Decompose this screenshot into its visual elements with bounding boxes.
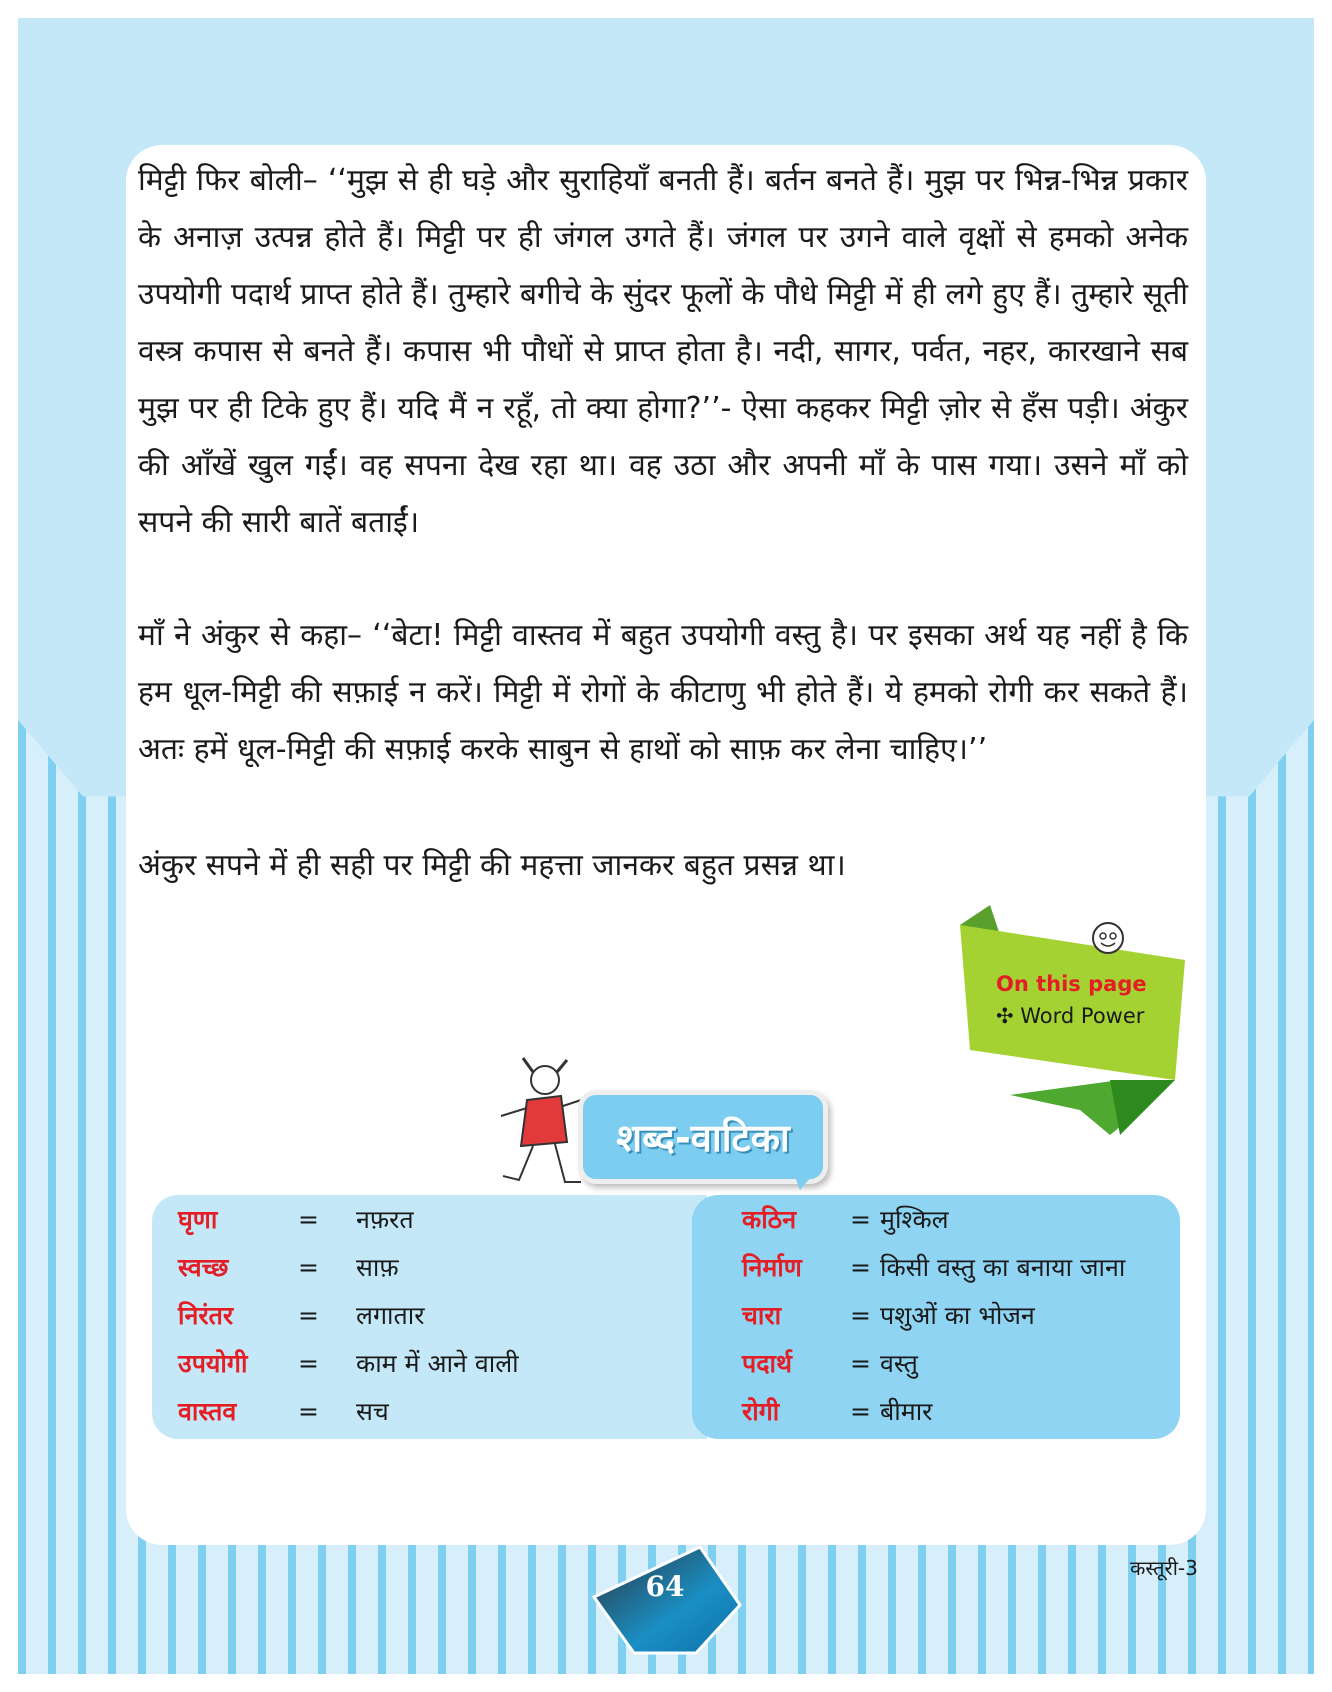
word-meaning: काम में आने वाली (356, 1349, 519, 1378)
word: उपयोगी (178, 1349, 248, 1378)
equals-sign: = (850, 1349, 871, 1378)
equals-sign: = (850, 1397, 871, 1426)
word: घृणा (178, 1205, 218, 1234)
equals-sign: = (298, 1397, 319, 1426)
word-meaning: लगातार (356, 1301, 425, 1330)
story-paragraph-1: मिट्टी फिर बोली– ‘‘मुझ से ही घड़े और सुराहियाँ बनती हैं। बर्तन बनते हैं। मुझ पर भिन्न-भिन्न प्रकार के अनाज़ उत्पन्न होते हैं। मिट्टी पर ही जंगल उगते हैं। जंगल पर उगने वाले वृक्षों से हमको अनेक उपयोगी पदार्थ प्राप्त होते हैं। तुम्हारे बगीचे के सुंदर फूलों के पौधे मिट्टी में ही लगे हुए हैं। तुम्हारे सूती वस्त्र कपास से बनते हैं। कपास भी पौधों से प्राप्त होता है। नदी, सागर, पर्वत, नहर, कारखाने सब मुझ पर ही टिके हुए हैं। यदि मैं न रहूँ, तो क्या होगा?’’- ऐसा कहकर मिट्टी ज़ोर से हँस पड़ी। अंकुर की आँखें खुल गईं। वह सपना देख रहा था। वह उठा और अपनी माँ के पास गया। उसने माँ को सपने की सारी बातें बताईं। (138, 163, 1188, 540)
banner-tail (790, 1164, 822, 1190)
on-this-page-title: On this page (996, 972, 1147, 996)
equals-sign: = (850, 1253, 871, 1282)
story-paragraph-2: माँ ने अंकुर से कहा– ‘‘बेटा! मिट्टी वास्तव में बहुत उपयोगी वस्तु है। पर इसका अर्थ यह नहीं है कि हम धूल-मिट्टी की सफ़ाई न करें। मिट्टी में रोगों के कीटाणु भी होते हैं। ये हमको रोगी कर सकते हैं। अतः हमें धूल-मिट्टी की सफ़ाई करके साबुन से हाथों को साफ़ कर लेना चाहिए।’’ (138, 618, 1188, 767)
word: चारा (742, 1301, 782, 1330)
equals-sign: = (298, 1253, 319, 1282)
word: कठिन (742, 1205, 797, 1234)
word-meaning: साफ़ (356, 1253, 399, 1282)
word-power-title: शब्द-वाटिका (616, 1116, 790, 1160)
word-meaning: वस्तु (880, 1349, 918, 1378)
equals-sign: = (298, 1205, 319, 1234)
word: पदार्थ (742, 1349, 792, 1378)
page-number: 64 (645, 1570, 685, 1603)
story-paragraph-3: अंकुर सपने में ही सही पर मिट्टी की महत्ता जानकर बहुत प्रसन्न था। (138, 848, 846, 883)
word: निरंतर (178, 1301, 234, 1330)
on-this-page-item: ✣ Word Power (996, 1004, 1145, 1028)
word: निर्माण (742, 1253, 802, 1282)
word-meaning: सच (356, 1397, 389, 1426)
word: वास्तव (178, 1397, 237, 1426)
book-title: कस्तूरी-3 (1130, 1556, 1198, 1580)
smiley-face-icon (1093, 923, 1123, 953)
equals-sign: = (298, 1301, 319, 1330)
word: स्वच्छ (178, 1253, 229, 1282)
word-meaning: नफ़रत (356, 1205, 414, 1234)
equals-sign: = (850, 1205, 871, 1234)
running-girl-illustration (483, 1050, 593, 1190)
word: रोगी (742, 1397, 780, 1426)
equals-sign: = (850, 1301, 871, 1330)
equals-sign: = (298, 1349, 319, 1378)
word-meaning: मुश्किल (880, 1205, 949, 1234)
word-meaning: बीमार (880, 1397, 933, 1426)
word-meaning: किसी वस्तु का बनाया जाना (880, 1253, 1126, 1282)
on-this-page-box (996, 968, 1196, 1032)
word-meaning: पशुओं का भोजन (880, 1301, 1035, 1330)
